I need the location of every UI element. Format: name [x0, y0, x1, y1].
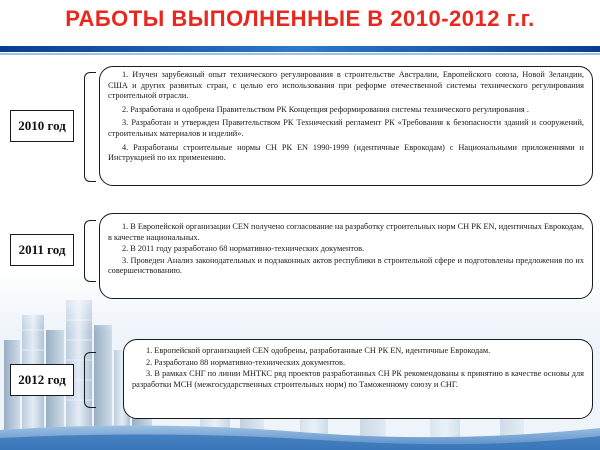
year-label-2010 [10, 110, 74, 142]
bracket-2010 [84, 72, 96, 182]
title-stripe [0, 46, 600, 52]
work-item: 3. Проведен Анализ законодательных и подзаконных актов республики в строительной сфере и подготовлены предложения по их совершенствованию. [108, 255, 584, 276]
work-item: 3. В рамках СНГ по линии МНТКС ряд проектов разработанных СН РК рекомендованы к принятию в качестве основы для разработки МСН (межгосударственных строительных норм) по Таможенному союзу и СНГ. [132, 369, 584, 389]
year-label-2011 [10, 234, 74, 266]
work-item: 1. Европейской организацией CEN одобрены, разработанные СН РК EN, идентичные Еврокодам. [146, 346, 491, 355]
work-box-2011 [99, 213, 593, 299]
work-item: 1. В Европейской организации CEN получено согласование на разработку строительных норм СН РК EN, идентичных Еврокодам, в качестве национальных. [108, 222, 584, 242]
year-label-2010-text: 2010 год [18, 118, 66, 133]
work-item: 1. Изучен зарубежный опыт технического регулирования в строительстве Австралии, Европейского союза, Новой Зеландии, США и других развитых стран, с целью его использования при реформе отечественной системы технического регулирования строительной отрасли. [108, 70, 584, 101]
bracket-2012 [84, 352, 96, 408]
year-label-2012-text: 2012 год [18, 372, 66, 387]
work-item: 2. Разработана и одобрена Правительством РК Концепция реформирования системы технического регулирования . [122, 104, 529, 114]
work-item: 4. Разработаны строительные нормы СН РК EN 1990-1999 (идентичные Еврокодам) с Национальными приложениями и Инструкцией по их применению. [108, 142, 584, 163]
bracket-2011 [84, 220, 96, 282]
year-label-2012 [10, 364, 74, 396]
title-stripe-light [0, 53, 600, 55]
slide-title: РАБОТЫ ВЫПОЛНЕННЫЕ В 2010-2012 г.г. [65, 6, 535, 31]
work-item: 2. Разработано 88 нормативно-технических документов. [146, 357, 346, 367]
year-label-2011-text: 2011 год [18, 242, 66, 257]
work-item: 2. В 2011 году разработано 68 нормативно-технических документов. [122, 244, 365, 254]
work-box-2012 [123, 339, 593, 419]
work-item: 3. Разработан и утвержден Правительством РК Технический регламент РК «Требования к безопасности зданий и сооружений, строительных материалов и изделий». [108, 118, 584, 139]
work-box-2010 [99, 66, 593, 186]
